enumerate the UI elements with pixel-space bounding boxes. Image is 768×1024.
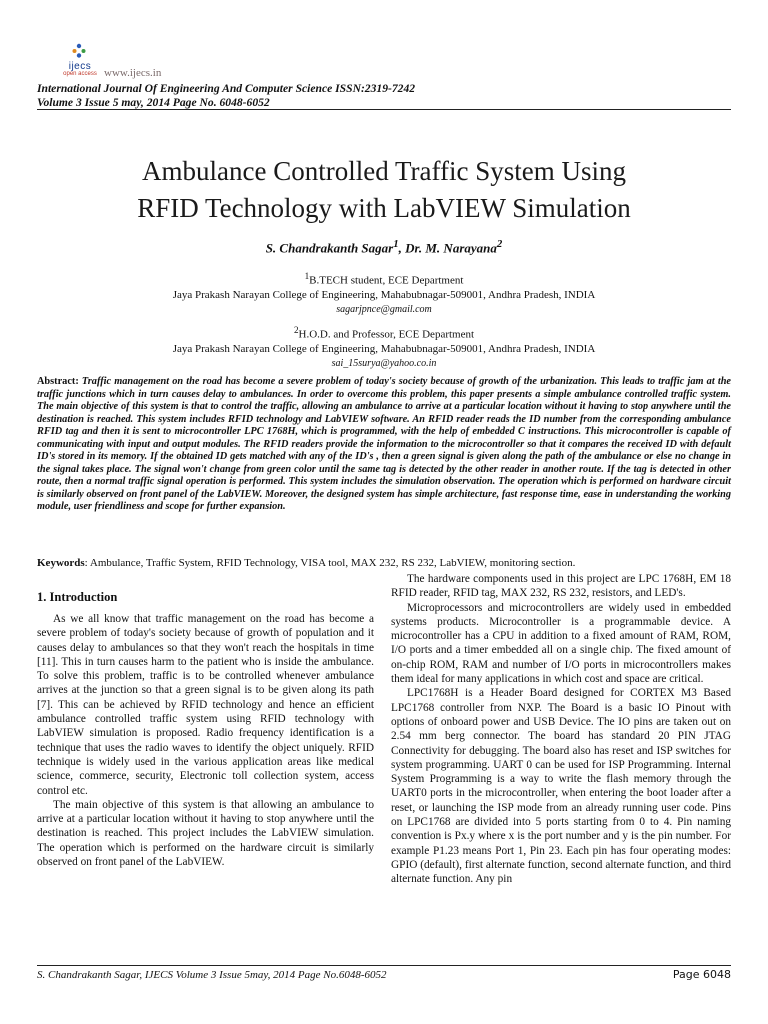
affiliation-2-institution: Jaya Prakash Narayan College of Engineering, Mahabubnagar-509001, Andhra Pradesh, INDIA — [172, 343, 596, 356]
footer-rule — [37, 965, 731, 966]
author-list — [40, 238, 728, 256]
paper-title — [60, 153, 708, 227]
ijecs-logo-icon — [70, 42, 88, 60]
affiliation-2 — [40, 323, 728, 371]
paragraph: Microprocessors and microcontrollers are widely used in embedded systems products. Microcontroller is a programmable device. A microcontroller has a CPU in addition to a fixed amount of RAM, ROM, I/O ports and a timer embedded all on a single chip. The fixed amount of on-chip ROM, RAM and number of I/O ports in microcontrollers makes them ideal for many applications in which cost and space are critical. — [391, 601, 731, 686]
journal-logo — [50, 40, 110, 80]
paragraph: The hardware components used in this project are LPC 1768H, EM 18 RFID reader, RFID tag, MAX 232, RS 232, resistors, and LED's. — [391, 573, 731, 600]
keywords-text: : Ambulance, Traffic System, RFID Technology, VISA tool, MAX 232, RS 232, LabVIEW, monitoring section. — [84, 557, 576, 569]
affiliation-1-role: B.TECH student, ECE Department — [309, 274, 464, 287]
author-2-sup: 2 — [496, 238, 503, 250]
author-2: Dr. M. Narayana — [405, 240, 497, 256]
paragraph: As we all know that traffic management on the road has become a severe problem of today's society because of growth of population and it causes delay to ambulances so that they won't reach the hospitals in time [11]. This in turn causes harm to the patient who is inside the ambulance. To solve this problem, traffic is to be controlled whenever ambulance arrives at the junction so that a green signal is to be given along its path [7]. This can be achieved by RFID technology and hence an efficient ambulance controlled traffic system using RFID technology with LabVIEW simulation is proposed. Radio frequency identification is a technique that uses the radio waves to identify the object uniquely. RFID technique is widely used in the various application areas like medical science, commerce, security, Electronic toll collection system, access control etc. — [37, 613, 374, 797]
affiliation-1-sup: 1 — [304, 271, 310, 281]
logo-tagline: open access — [63, 71, 97, 77]
footer-citation: S. Chandrakanth Sagar, IJECS Volume 3 Issue 5may, 2014 Page No.6048-6052 — [37, 969, 387, 981]
affiliation-2-sup: 2 — [293, 325, 299, 335]
keywords-label: Keywords — [37, 557, 85, 569]
title-line-2: RFID Technology with LabVIEW Simulation — [137, 193, 631, 223]
paragraph: The main objective of this system is that allowing an ambulance to arrive at a particular location without it having to stop anywhere until the destination is reached. This project includes the LabVIEW simulation. The operation which is performed on the hardware circuit is similarly observed on front panel of the LabVIEW. — [37, 798, 374, 869]
abstract — [37, 376, 731, 514]
section-heading-introduction: 1. Introduction — [37, 590, 118, 604]
paragraph: LPC1768H is a Header Board designed for CORTEX M3 Based LPC1768 controller from NXP. The Board is a basic IO Pinout with options of onboard power and USB Device. The IO pins are taken out on 2.54 mm berg connector. The board has standard 20 PIN JTAG Connectivity for debugging. The board also has reset and ISP switches for system programming. UART 0 can be used for ISP Programming. Internal System Programming is a way to write the flash memory through the UART0 ports in the microcontroller, when entering the boot loader after a reset, or launching the ISP mode from an already running user code. Pins on LPC1768 are divided into 5 ports starting from 0 to 4. Pin naming convention is Px.y where x is the port number and y is the pin number. For example P1.23 means Port 1, Pin 23. Each pin has four operating modes: GPIO (default), first alternate function, second alternate function, and third alternate function. Any pin — [391, 687, 731, 886]
journal-name: International Journal Of Engineering And Computer Science ISSN:2319-7242 — [37, 82, 416, 95]
author-1: S. Chandrakanth Sagar — [265, 240, 394, 256]
affiliation-1 — [40, 269, 728, 317]
left-column — [37, 612, 374, 869]
abstract-text: Traffic management on the road has become a severe problem of today's society because of growth of the urbanization. This leads to traffic jam at the traffic junctions which in turn causes delay to ambulances. In order to overcome this problem, this paper presents a simple ambulance controlled traffic system. The main objective of this system is that to control the traffic, allowing an ambulance to arrive at a particular location without it having to stop anywhere until the destination is reached. This system includes RFID technology and LabVIEW software. An RFID reader reads the ID number from the corresponding ambulance RFID tag and then it is sent to microcontroller LPC 1768H, which is programmed, with the help of embedded C instructions. This microcontroller is capable of communicating with input and output modules. The RFID readers provide the information to the microcontroller so that it compares the received ID with default ID's stored in its memory. If the obtained ID gets matched with any of the ID's , then a green signal is given along the path of the ambulance or else no change in the signal takes place. The signal won't change from green color until the same tag is detected by the other reader in another route. If the tag is detected in other route, then a normal traffic signal operation is performed. This system includes the simulation observation. The operation which is performed on hardware circuit is similarly observed on front panel of the LabVIEW. Moreover, the designed system has simple architecture, fast response time, ease in understanding the working module, user friendliness and scope for further expansion. — [37, 376, 731, 512]
author-1-sup: 1 — [393, 238, 399, 250]
abstract-label: Abstract: — [37, 376, 79, 387]
page-number: Page 6048 — [672, 968, 731, 981]
title-line-1: Ambulance Controlled Traffic System Using — [142, 156, 626, 186]
right-column — [391, 572, 731, 887]
site-link[interactable]: www.ijecs.in — [104, 67, 162, 79]
keywords — [37, 557, 731, 569]
affiliation-1-email[interactable]: sagarjpnce@gmail.com — [336, 303, 432, 315]
affiliation-1-institution: Jaya Prakash Narayan College of Engineering, Mahabubnagar-509001, Andhra Pradesh, INDIA — [172, 289, 596, 302]
logo-name: ijecs — [68, 61, 92, 72]
affiliation-2-email[interactable]: sai_15surya@yahoo.co.in — [331, 357, 437, 369]
header-rule — [37, 109, 731, 110]
affiliation-2-role: H.O.D. and Professor, ECE Department — [298, 328, 475, 341]
author-separator: , — [398, 240, 406, 256]
journal-volume: Volume 3 Issue 5 may, 2014 Page No. 6048-6052 — [37, 96, 270, 109]
